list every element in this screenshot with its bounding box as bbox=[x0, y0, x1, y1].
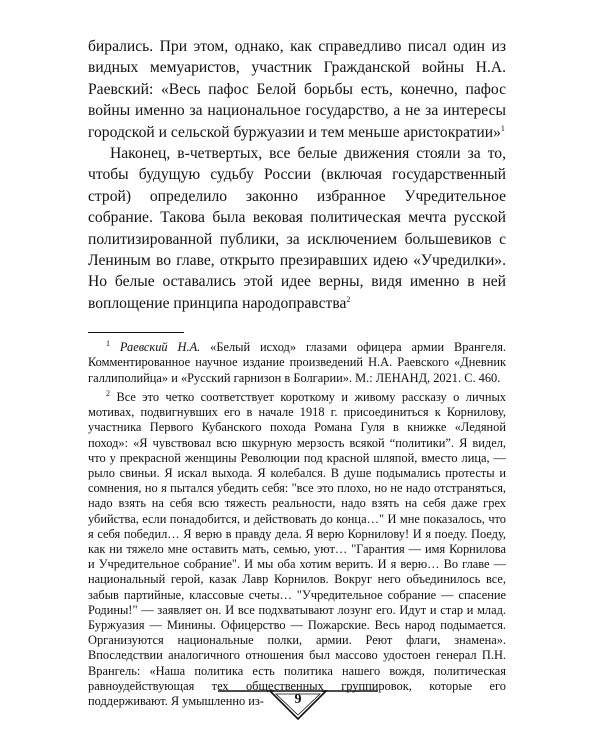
paragraph-1-text: бирались. При этом, однако, как справедливо писал один из видных мемуаристов, участник Гражданской войны Н.А. Раевский: «Весь пафос Белой борьбы есть, конечно, пафос войны именно за национальное государство, а не за интересы городской и сельской буржуазии и тем меньше аристократии» bbox=[88, 38, 506, 141]
note-ref-2[interactable]: 2 bbox=[346, 294, 351, 304]
footnote-2-marker: 2 bbox=[106, 388, 110, 398]
footnote-2 bbox=[88, 390, 506, 709]
footnote-1-text: «Белый исход» глазами офицера армии Врангеля. Комментированное научное издание произведений Н.А. Раевского «Дневник галлиполийца» и «Русский гарнизон в Болгарии». М.: ЛЕНАНД, 2021. С. 460. bbox=[88, 340, 506, 385]
footnotes bbox=[88, 340, 506, 709]
paragraph-2-text: Наконец, в-четвертых, все белые движения стояли за то, чтобы будущую судьбу России (включая государственный строй) определило законно избранное Учредительное собрание. Такова была вековая политическая мечта русской политизированной публики, за исключением большевиков с Лениным во главе, открыто презиравших идею «Учредилки». Но белые оставались этой идее верны, видя именно в ней воплощение принципа народоправства bbox=[88, 145, 506, 312]
page-number: 9 bbox=[294, 692, 302, 707]
footnote-1-author: Раевский Н.А. bbox=[119, 340, 201, 355]
paragraph-1 bbox=[88, 36, 506, 143]
footnote-separator bbox=[88, 332, 184, 333]
footnote-1 bbox=[88, 340, 506, 386]
main-text bbox=[88, 36, 506, 314]
page-content bbox=[88, 36, 506, 709]
footnote-1-marker: 1 bbox=[106, 339, 110, 349]
note-ref-1[interactable]: 1 bbox=[500, 123, 505, 133]
footnote-2-text: Все это четко соответствует короткому и живому рассказу о личных мотивах, подвигнувших его в начале 1918 г. присоединиться к Корнилову, участника Первого Кубанского похода Романа Гуля в книжке «Ледяной поход»: «Я чувствовал всю шкурную мерзость всякой “политики”. Я видел, что у прекрасной женщины Революции под красной шляпой, вместо лица, — рыло свиньи. Я искал выхода. Я колебался. В душе подымались протесты и сомнения, но я пытался убедить себя: "все это плохо, но не надо отстраняться, надо взять на себя всю тяжесть реальности, надо взять на себя даже грех убийства, если понадобится, и действовать до конца…" И мне показалось, что я себя победил… Я верю в правду дела. Я верю Корнилову! И я поеду. Поеду, как ни тяжело мне оставить мать, семью, уют… "Гарантия — имя Корнилова и Учредительное собрание". И мы оба хотим верить. И я верю… Во главе — национальный герой, казак Лавр Корнилов. Вокруг него объединилось все, забыв партийные, классовые счеты… "Учредительное собрание — спасение Родины!" — заявляет он. И все подхватывают лозунг его. Идут и стар и млад. Буржуазия — Минины. Офицерство — Пожарские. Весь народ подымается. Организуются национальные полки, армии. Реют флаги, знамена». Впоследствии аналогичного отношения был массово удостоен генерал П.Н. Врангель: «Наша политика есть политика нашего вождя, политическая равноудействующая тех общественных группировок, которые его поддерживают. Я умышленно из- bbox=[88, 389, 506, 708]
page-number-ornament bbox=[218, 688, 378, 722]
paragraph-2 bbox=[88, 143, 506, 314]
